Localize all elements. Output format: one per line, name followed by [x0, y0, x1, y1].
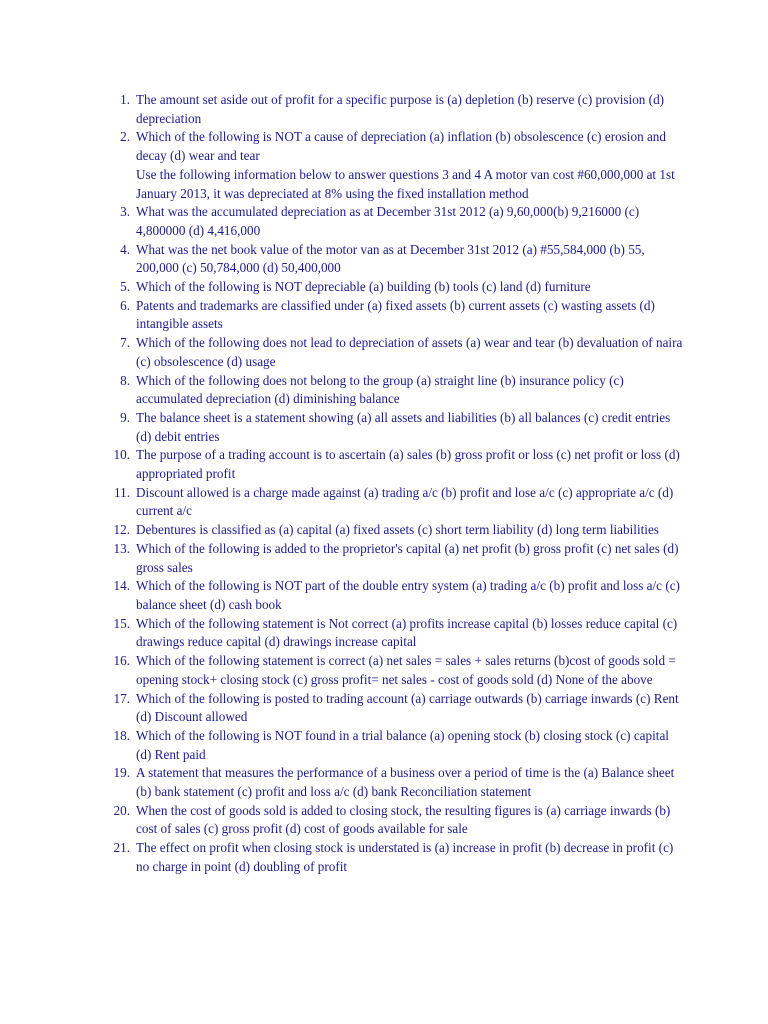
question-text: The purpose of a trading account is to ascertain (a) sales (b) gross profit or loss (c) net profit or loss (d) appropriated profit — [136, 447, 680, 482]
instruction-note — [106, 166, 686, 203]
question-text: Which of the following does not belong to the group (a) straight line (b) insurance policy (c) accumulated depreciation (d) diminishing balance — [136, 372, 624, 407]
question-text: Which of the following is posted to trading account (a) carriage outwards (b) carriage inwards (c) Rent (d) Discount allowed — [136, 690, 679, 725]
question-number: 6. — [120, 297, 130, 313]
question-text: Which of the following is NOT a cause of depreciation (a) inflation (b) obsolescence (c) erosion and decay (d) wear and tear — [136, 129, 666, 164]
instruction-text: Use the following information below to answer questions 3 and 4 A motor van cost #60,000,000 at 1st January 2013, it was depreciated at 8% using the fixed installation method — [136, 166, 675, 201]
question-text: Which of the following statement is correct (a) net sales = sales + sales returns (b)cost of goods sold = opening stock+ closing stock (c) gross profit= net sales - cost of goods sold (d) None of the above — [136, 653, 676, 687]
question-item — [106, 203, 686, 240]
question-text: What was the net book value of the motor van as at December 31st 2012 (a) #55,584,000 (b) 55, 200,000 (c) 50,784,000 (d) 50,400,000 — [136, 241, 645, 276]
question-number: 8. — [120, 372, 130, 388]
question-item — [106, 615, 686, 652]
question-item — [106, 372, 686, 409]
question-number: 20. — [113, 802, 130, 818]
question-number: 14. — [113, 578, 130, 594]
question-text: A statement that measures the performance of a business over a period of time is the (a) Balance sheet (b) bank statement (c) profit and loss a/c (d) bank Reconciliation statement — [136, 765, 675, 800]
question-text: The amount set aside out of profit for a specific purpose is (a) depletion (b) reserve (c) provision (d) depreciation — [136, 92, 665, 126]
question-item — [106, 278, 686, 297]
question-text: What was the accumulated depreciation as at December 31st 2012 (a) 9,60,000(b) 9,216000 (c) 4,800000 (d) 4,416,000 — [136, 204, 640, 238]
question-item — [106, 128, 686, 165]
question-item — [106, 241, 686, 278]
question-list — [106, 91, 686, 877]
question-item — [106, 334, 686, 371]
question-text: Which of the following is NOT part of the double entry system (a) trading a/c (b) profit and loss a/c (c) balance sheet (d) cash book — [136, 578, 680, 612]
question-number: 4. — [120, 241, 130, 257]
question-number: 19. — [113, 765, 130, 781]
question-text: Which of the following is NOT depreciable (a) building (b) tools (c) land (d) furniture — [136, 279, 591, 295]
question-item — [106, 91, 686, 128]
question-text: Which of the following statement is Not correct (a) profits increase capital (b) losses reduce capital (c) drawings reduce capital (d) drawings increase capital — [136, 615, 678, 650]
question-number: 17. — [113, 690, 130, 706]
question-number: 9. — [120, 409, 130, 425]
question-number: 5. — [120, 279, 130, 295]
question-item — [106, 446, 686, 483]
question-text: Discount allowed is a charge made against (a) trading a/c (b) profit and lose a/c (c) appropriate a/c (d) current a/c — [136, 484, 674, 519]
question-text: Patents and trademarks are classified under (a) fixed assets (b) current assets (c) wasting assets (d) intangible assets — [136, 297, 655, 332]
question-item — [106, 764, 686, 801]
question-item — [106, 690, 686, 727]
question-item — [106, 727, 686, 764]
question-number: 16. — [113, 653, 130, 669]
question-number: 1. — [120, 92, 130, 107]
question-text: Debentures is classified as (a) capital (a) fixed assets (c) short term liability (d) long term liabilities — [136, 522, 659, 538]
question-number: 13. — [113, 540, 130, 556]
question-number: 10. — [113, 447, 130, 463]
question-item — [106, 839, 686, 876]
question-text: Which of the following does not lead to depreciation of assets (a) wear and tear (b) devaluation of naira (c) obsolescence (d) usage — [136, 335, 683, 369]
question-text: The balance sheet is a statement showing (a) all assets and liabilities (b) all balances (c) credit entries (d) debit entries — [136, 409, 671, 444]
question-item — [106, 802, 686, 839]
question-number: 18. — [113, 727, 130, 743]
question-number: 21. — [113, 840, 130, 856]
question-item — [106, 577, 686, 614]
question-number: 12. — [113, 522, 130, 538]
question-text: Which of the following is NOT found in a trial balance (a) opening stock (b) closing stock (c) capital (d) Rent paid — [136, 727, 669, 762]
question-number: 2. — [120, 129, 130, 145]
question-item — [106, 521, 686, 540]
question-number: 11. — [114, 484, 130, 500]
question-text: Which of the following is added to the proprietor's capital (a) net profit (b) gross profit (c) net sales (d) gross sales — [136, 540, 679, 575]
question-text: When the cost of goods sold is added to closing stock, the resulting figures is (a) carriage inwards (b) cost of sales (c) gross profit (d) cost of goods available for sale — [136, 802, 671, 837]
question-text: The effect on profit when closing stock is understated is (a) increase in profit (b) decrease in profit (c) no charge in point (d) doubling of profit — [136, 840, 674, 874]
question-number: 15. — [113, 615, 130, 631]
question-item — [106, 297, 686, 334]
question-number: 7. — [120, 335, 130, 351]
question-item — [106, 652, 686, 689]
question-item — [106, 484, 686, 521]
question-item — [106, 409, 686, 446]
question-number: 3. — [120, 204, 130, 220]
question-item — [106, 540, 686, 577]
